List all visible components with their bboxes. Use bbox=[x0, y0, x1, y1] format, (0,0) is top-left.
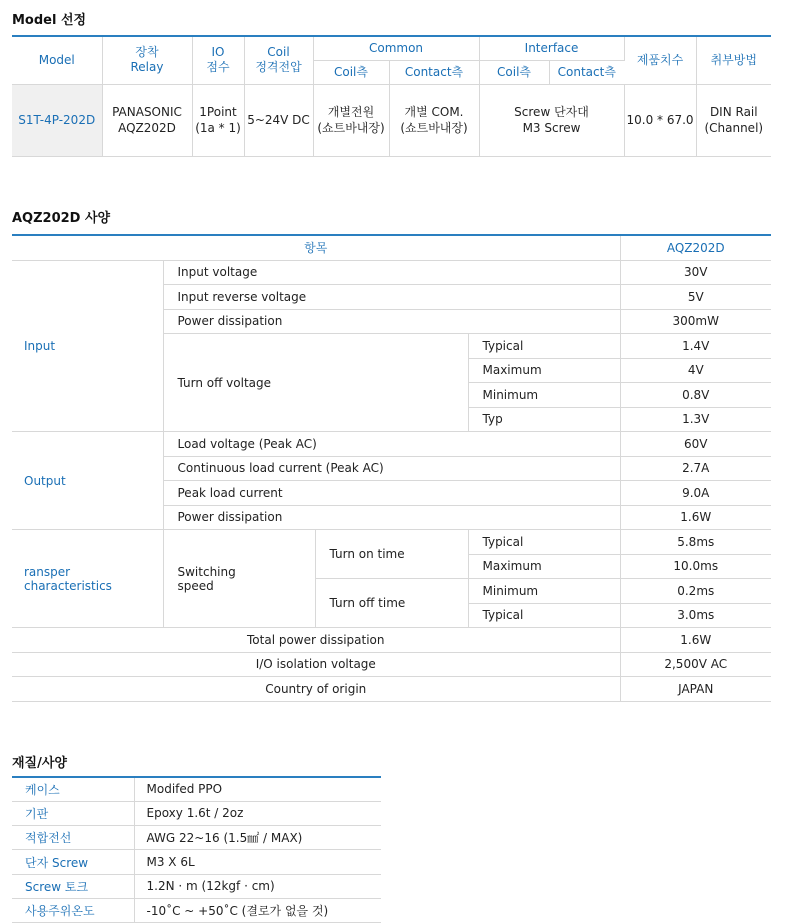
spec-label-turn-off-voltage: Turn off voltage bbox=[163, 334, 468, 432]
header-io: IO 점수 bbox=[192, 36, 244, 84]
material-row bbox=[12, 850, 381, 874]
spec-value: 60V bbox=[620, 432, 771, 457]
spec-value: 5V bbox=[620, 285, 771, 310]
header-interface: Interface bbox=[479, 36, 624, 60]
spec-label: Power dissipation bbox=[163, 309, 620, 334]
spec-value: 10.0ms bbox=[620, 554, 771, 579]
spec-label: Power dissipation bbox=[163, 505, 620, 530]
header-mount: 취부방법 bbox=[696, 36, 771, 84]
material-value: Epoxy 1.6t / 2oz bbox=[134, 801, 381, 825]
spec-value: 30V bbox=[620, 260, 771, 285]
material-row bbox=[12, 874, 381, 898]
material-key: 케이스 bbox=[12, 777, 134, 801]
spec-value: 1.3V bbox=[620, 407, 771, 432]
spec-sublabel: Typical bbox=[468, 603, 620, 628]
header-size: 제품치수 bbox=[624, 36, 696, 84]
material-key: 기판 bbox=[12, 801, 134, 825]
spec-label-turn-on-time: Turn on time bbox=[315, 530, 468, 579]
material-key: 적합전선 bbox=[12, 826, 134, 850]
spec-value: 1.6W bbox=[620, 505, 771, 530]
header-coil: Coil 정격전압 bbox=[244, 36, 313, 84]
group-input: Input bbox=[12, 260, 163, 432]
spec-sublabel: Minimum bbox=[468, 579, 620, 604]
coil-value: 5~24V DC bbox=[244, 84, 313, 156]
spec-header-item: 항목 bbox=[12, 235, 620, 260]
spec-label: Input reverse voltage bbox=[163, 285, 620, 310]
material-key: Screw 토크 bbox=[12, 874, 134, 898]
group-transfer: ransper characteristics bbox=[12, 530, 163, 628]
spec-value: 1.6W bbox=[620, 628, 771, 653]
mount-value: DIN Rail (Channel) bbox=[696, 84, 771, 156]
spec-label-total-power: Total power dissipation bbox=[12, 628, 620, 653]
header-common-contact: Contact측 bbox=[389, 60, 479, 84]
material-value: 1.2N · m (12kgf · cm) bbox=[134, 874, 381, 898]
spec-sublabel: Typical bbox=[468, 530, 620, 555]
io-value: 1Point (1a * 1) bbox=[192, 84, 244, 156]
material-key: 사용주위온도 bbox=[12, 898, 134, 922]
model-table bbox=[12, 35, 771, 157]
interface-value: Screw 단자대 M3 Screw bbox=[479, 84, 624, 156]
spec-value: 9.0A bbox=[620, 481, 771, 506]
spec-label-origin: Country of origin bbox=[12, 677, 620, 702]
header-interface-coil: Coil측 bbox=[479, 60, 549, 84]
spec-label: Continuous load current (Peak AC) bbox=[163, 456, 620, 481]
spec-value: 300mW bbox=[620, 309, 771, 334]
spec-header-value: AQZ202D bbox=[620, 235, 771, 260]
header-model: Model bbox=[12, 36, 102, 84]
spec-value: 4V bbox=[620, 358, 771, 383]
spec-label-turn-off-time: Turn off time bbox=[315, 579, 468, 628]
header-common: Common bbox=[313, 36, 479, 60]
spec-value: 5.8ms bbox=[620, 530, 771, 555]
header-relay: 장착 Relay bbox=[102, 36, 192, 84]
spec-sublabel: Maximum bbox=[468, 358, 620, 383]
material-row bbox=[12, 777, 381, 801]
material-row bbox=[12, 801, 381, 825]
material-row bbox=[12, 826, 381, 850]
material-key: 단자 Screw bbox=[12, 850, 134, 874]
model-section-title: Model 선정 bbox=[12, 13, 87, 28]
common-contact-value: 개별 COM. (쇼트바내장) bbox=[389, 84, 479, 156]
material-value: AWG 22~16 (1.5㎟ / MAX) bbox=[134, 826, 381, 850]
spec-value: 3.0ms bbox=[620, 603, 771, 628]
group-output: Output bbox=[12, 432, 163, 530]
material-table bbox=[12, 776, 381, 923]
spec-label-switching-speed: Switching speed bbox=[163, 530, 315, 628]
material-value: Modifed PPO bbox=[134, 777, 381, 801]
spec-table bbox=[12, 234, 771, 702]
material-value: -10˚C ~ +50˚C (결로가 없을 것) bbox=[134, 898, 381, 922]
spec-value: 0.2ms bbox=[620, 579, 771, 604]
material-row bbox=[12, 898, 381, 922]
spec-value: 2,500V AC bbox=[620, 652, 771, 677]
spec-value: 2.7A bbox=[620, 456, 771, 481]
relay-value: PANASONIC AQZ202D bbox=[102, 84, 192, 156]
spec-sublabel: Typ bbox=[468, 407, 620, 432]
header-interface-contact: Contact측 bbox=[549, 60, 624, 84]
spec-value: 1.4V bbox=[620, 334, 771, 359]
material-value: M3 X 6L bbox=[134, 850, 381, 874]
spec-sublabel: Minimum bbox=[468, 383, 620, 408]
model-name: S1T-4P-202D bbox=[12, 84, 102, 156]
spec-value: 0.8V bbox=[620, 383, 771, 408]
spec-label-isolation: I/O isolation voltage bbox=[12, 652, 620, 677]
spec-label: Load voltage (Peak AC) bbox=[163, 432, 620, 457]
size-value: 10.0 * 67.0 bbox=[624, 84, 696, 156]
header-common-coil: Coil측 bbox=[313, 60, 389, 84]
spec-sublabel: Typical bbox=[468, 334, 620, 359]
common-coil-value: 개별전원 (쇼트바내장) bbox=[313, 84, 389, 156]
material-section-title: 재질/사양 bbox=[12, 756, 67, 771]
spec-label: Input voltage bbox=[163, 260, 620, 285]
spec-section-title: AQZ202D 사양 bbox=[12, 211, 111, 226]
spec-label: Peak load current bbox=[163, 481, 620, 506]
spec-value: JAPAN bbox=[620, 677, 771, 702]
spec-sublabel: Maximum bbox=[468, 554, 620, 579]
